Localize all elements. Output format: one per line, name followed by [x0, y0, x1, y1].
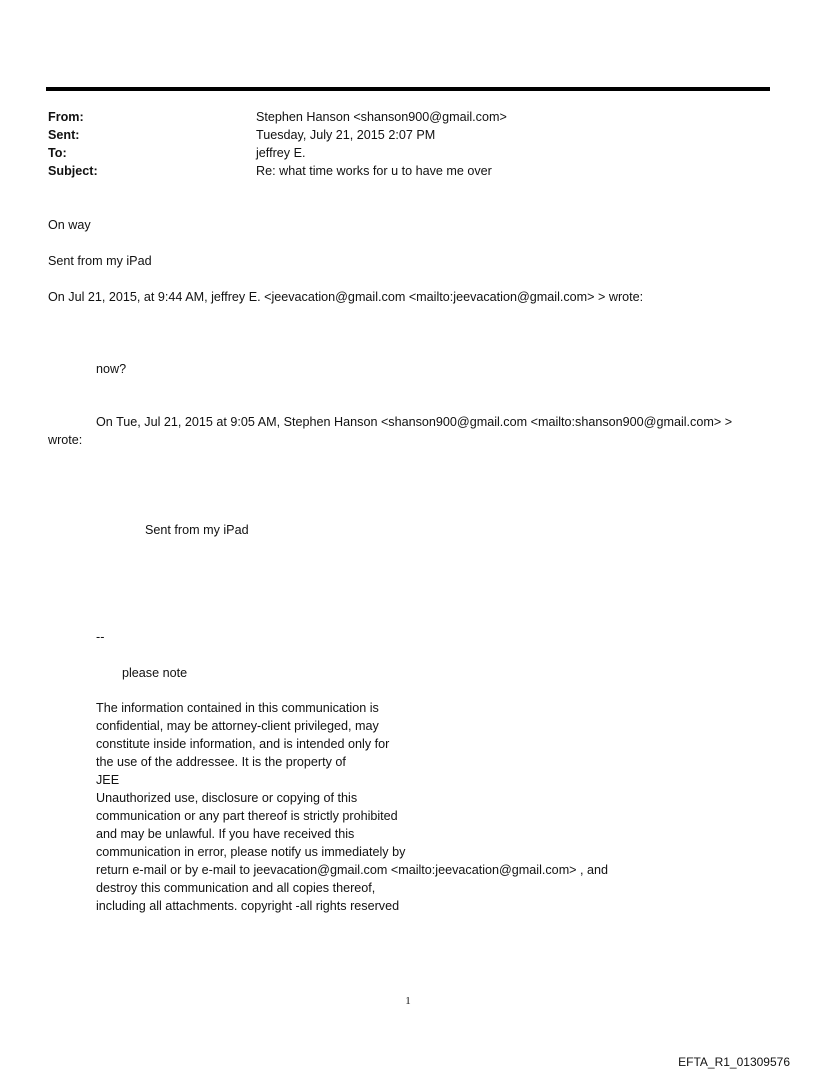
to-label: To:	[48, 146, 67, 160]
page-number: 1	[405, 995, 411, 1007]
confidentiality-disclaimer	[96, 699, 608, 915]
disclaimer-line: communication in error, please notify us immediately by	[96, 845, 406, 859]
sent-value: Tuesday, July 21, 2015 2:07 PM	[256, 128, 436, 142]
disclaimer-line: confidential, may be attorney-client privileged, may	[96, 719, 379, 733]
subject-label: Subject:	[48, 164, 98, 178]
from-label: From:	[48, 110, 84, 124]
quote-2-header-line-1: On Tue, Jul 21, 2015 at 9:05 AM, Stephen Hanson <shanson900@gmail.com <mailto:shanson900@gmail.com> >	[96, 415, 733, 429]
subject-row	[48, 162, 748, 180]
disclaimer-line: including all attachments. copyright -all rights reserved	[96, 899, 400, 913]
from-value: Stephen Hanson <shanson900@gmail.com>	[256, 110, 507, 124]
quote-2-header-line-2: wrote:	[48, 433, 83, 447]
disclaimer-line: destroy this communication and all copies thereof,	[96, 881, 376, 895]
to-row	[48, 144, 748, 162]
header-divider-rule	[46, 87, 770, 91]
disclaimer-line: return e-mail or by e-mail to jeevacation@gmail.com <mailto:jeevacation@gmail.com> , and	[96, 863, 609, 877]
sent-label: Sent:	[48, 128, 80, 142]
body-line-on-way: On way	[48, 218, 91, 232]
disclaimer-line: the use of the addressee. It is the property of	[96, 755, 346, 769]
signature-separator: --	[96, 630, 105, 644]
sent-row	[48, 126, 748, 144]
quote-1-text: now?	[96, 362, 127, 376]
disclaimer-line: JEE	[96, 773, 120, 787]
please-note: please note	[122, 666, 188, 680]
disclaimer-line: communication or any part thereof is strictly prohibited	[96, 809, 398, 823]
disclaimer-line: constitute inside information, and is intended only for	[96, 737, 390, 751]
disclaimer-line: The information contained in this communication is	[96, 701, 379, 715]
email-header	[48, 108, 748, 180]
to-value: jeffrey E.	[256, 146, 306, 160]
from-row	[48, 108, 748, 126]
body-line-sent-from-ipad: Sent from my iPad	[48, 254, 152, 268]
subject-value: Re: what time works for u to have me over	[256, 164, 492, 178]
disclaimer-line: and may be unlawful. If you have received this	[96, 827, 355, 841]
quote-1-header: On Jul 21, 2015, at 9:44 AM, jeffrey E. <jeevacation@gmail.com <mailto:jeevacation@gmail.com> > wrote:	[48, 290, 644, 304]
document-id: EFTA_R1_01309576	[678, 1055, 790, 1069]
quote-2-text: Sent from my iPad	[145, 523, 249, 537]
disclaimer-line: Unauthorized use, disclosure or copying of this	[96, 791, 358, 805]
